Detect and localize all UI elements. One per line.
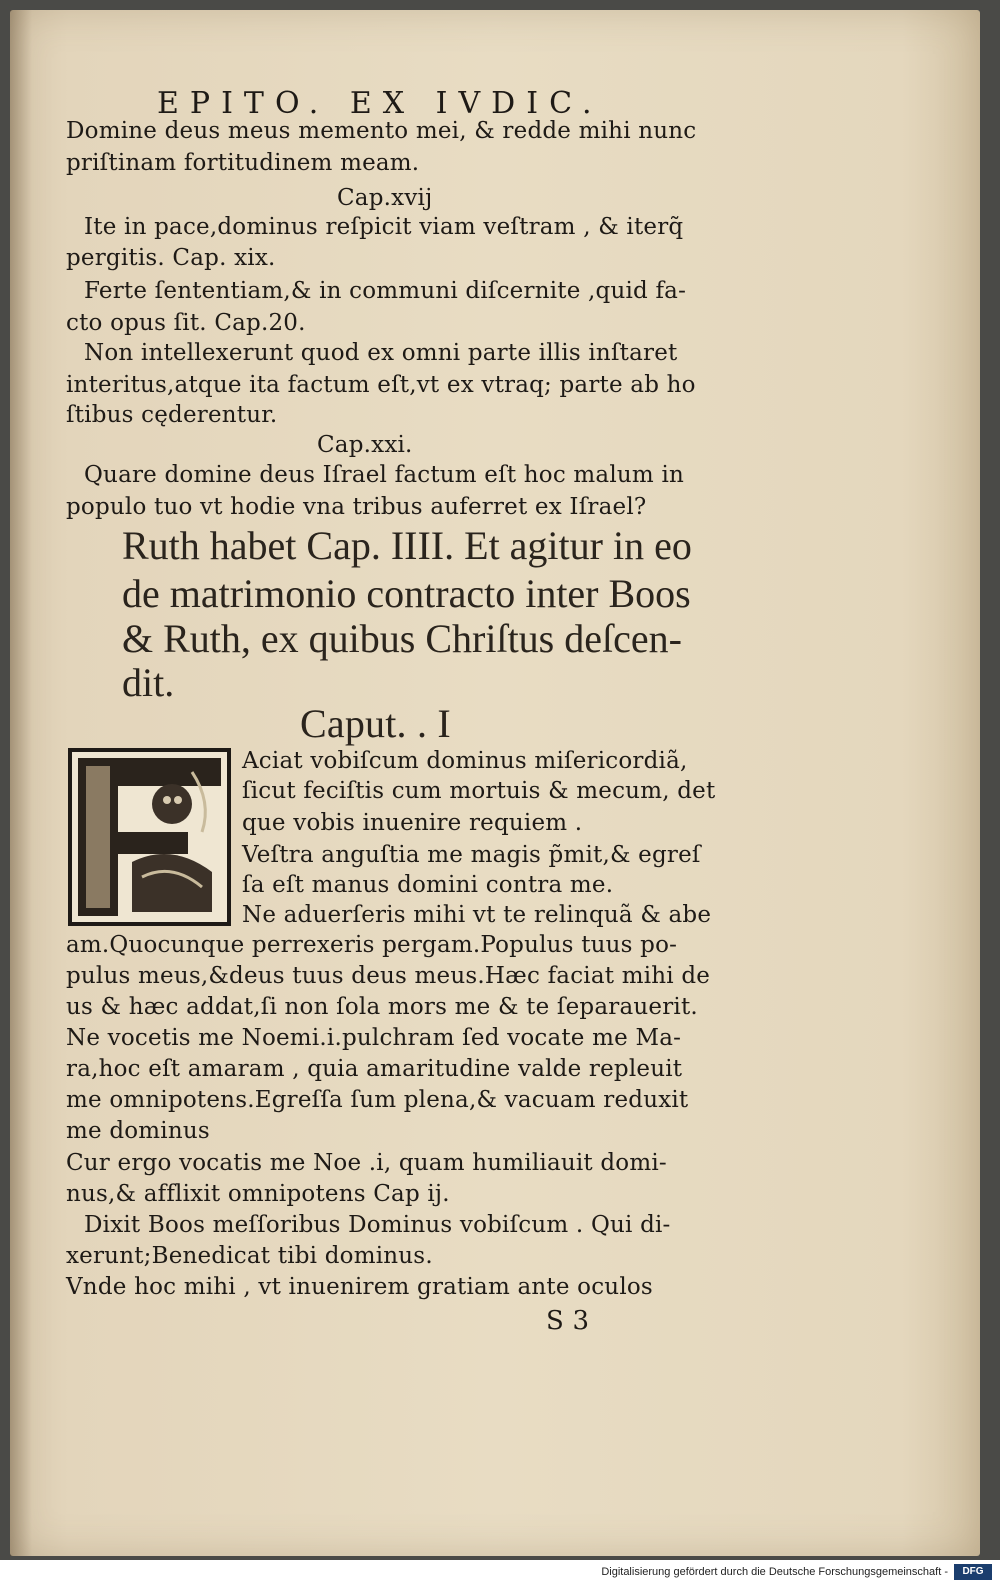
dfg-logo: DFG (954, 1564, 992, 1580)
ruth-summary-line: de matrimonio contracto inter Boos (122, 571, 691, 616)
text-line: Aciat vobiſcum dominus miſericordiã, (242, 748, 688, 774)
text-line: Vnde hoc mihi , vt inuenirem gratiam ante oculos (66, 1274, 653, 1300)
text-line: ſtibus cęderentur. (66, 402, 278, 428)
footer-credit: Digitalisierung gefördert durch die Deutsche Forschungsgemeinschaft - (601, 1566, 948, 1578)
text-line: xerunt;Benedicat tibi dominus. (66, 1243, 433, 1269)
text-line: nus,& afflixit omnipotens Cap ij. (66, 1181, 450, 1207)
text-line: ra,hoc eſt amaram , quia amaritudine valde repleuit (66, 1056, 683, 1082)
caput-heading: Caput. . I (300, 701, 451, 746)
text-line: Ite in pace,dominus reſpicit viam veſtram , & iterq̃ (84, 214, 684, 240)
text-line: Veſtra anguſtia me magis p̃mit,& egreſ (242, 842, 701, 868)
text-line: Dixit Boos meſſoribus Dominus vobiſcum . Qui di- (84, 1212, 671, 1238)
running-header: EPITO. EX IVDIC. (157, 86, 603, 121)
text-line: pulus meus,&deus tuus deus meus.Hæc faciat mihi de (66, 963, 711, 989)
footer-bar (0, 1560, 1000, 1587)
text-line: ſicut feciſtis cum mortuis & mecum, det (242, 778, 716, 804)
signature-mark: S 3 (546, 1306, 590, 1336)
text-line: ſa eſt manus domini contra me. (242, 872, 614, 898)
text-line: que vobis inuenire requiem . (242, 810, 583, 836)
page-gutter-shadow (10, 10, 32, 1556)
text-line: Ne vocetis me Noemi.i.pulchram ſed vocate me Ma- (66, 1025, 682, 1051)
text-line: populo tuo vt hodie vna tribus auferret ex Iſrael? (66, 494, 647, 520)
text-line: pergitis. Cap. xix. (66, 245, 276, 271)
ruth-summary-line: dit. (122, 660, 175, 705)
chapter-heading: Cap.xxi. (317, 432, 413, 458)
text-line: me dominus (66, 1118, 210, 1144)
text-line: me omnipotens.Egreſſa ſum plena,& vacuam reduxit (66, 1087, 689, 1113)
text-line: Quare domine deus Iſrael factum eſt hoc malum in (84, 462, 685, 488)
chapter-heading: Cap.xvij (337, 185, 433, 211)
text-line: Domine deus meus memento mei, & redde mihi nunc (66, 118, 697, 144)
text-line: Ferte ſententiam,& in communi diſcernite ,quid fa- (84, 278, 687, 304)
text-line: Ne aduerſeris mihi vt te relinquã & abe (242, 902, 712, 928)
text-line: us & hæc addat,ſi non ſola mors me & te ſeparauerit. (66, 994, 698, 1020)
woodcut-initial-f-image (68, 748, 231, 926)
ruth-summary-line: & Ruth, ex quibus Chriſtus deſcen- (122, 616, 682, 661)
text-line: Non intellexerunt quod ex omni parte illis inſtaret (84, 340, 678, 366)
text-line: am.Quocunque perrexeris pergam.Populus tuus po- (66, 932, 678, 958)
text-line: priſtinam fortitudinem meam. (66, 150, 420, 176)
text-line: interitus,atque ita factum eſt,vt ex vtraq; parte ab ho (66, 372, 696, 398)
text-line: Cur ergo vocatis me Noe .i, quam humiliauit domi- (66, 1150, 667, 1176)
ruth-summary-line: Ruth habet Cap. IIII. Et agitur in eo (122, 523, 692, 568)
text-line: cto opus ſit. Cap.20. (66, 310, 306, 336)
